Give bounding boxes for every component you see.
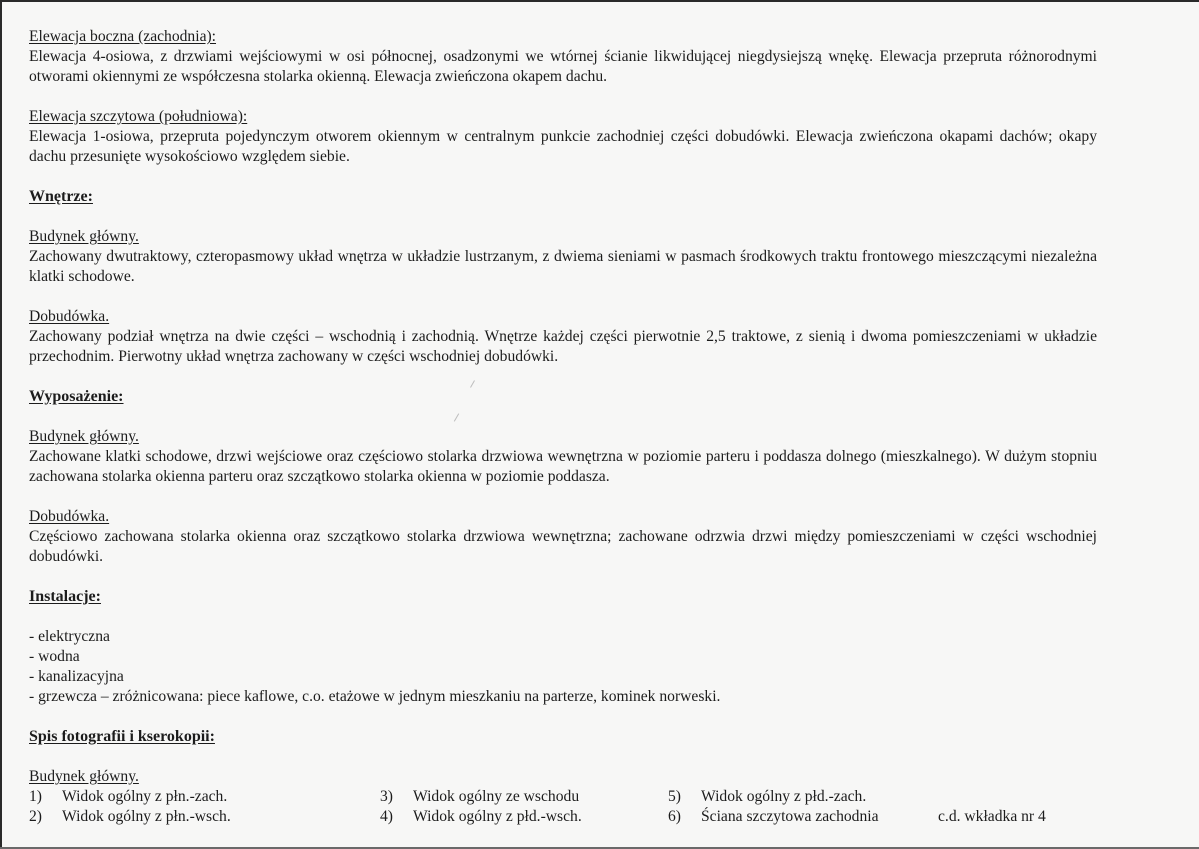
section-heading: Spis fotografii i kserokopii: (29, 728, 215, 745)
photo-item (29, 807, 231, 827)
section-text: Elewacja 1-osiowa, przepruta pojedynczym otworem okiennym w centralnym punkcie zachodniej części dobudówki. Elewacja zwieńczona okapami dachów; okapy dachu przesunięte wysokościowo względem siebie. (29, 128, 1097, 165)
subsection-text: Zachowane klatki schodowe, drzwi wejściowe oraz częściowo stolarka drzwiowa wewnętrzna w poziomie parteru i poddasza dolnego (mieszkalnego). W dużym stopniu zachowana stolarka okienna parteru oraz szczątkowo stolarka okienna w poziomie poddasza. (29, 448, 1097, 485)
photo-number: 6) (668, 808, 681, 825)
subsection-heading: Dobudówka. (29, 308, 110, 325)
section-elevation-south (29, 107, 1097, 167)
section-heading: Elewacja boczna (zachodnia): (29, 28, 217, 45)
section-heading: Instalacje: (29, 588, 101, 605)
photo-label: Widok ogólny ze wschodu (413, 788, 580, 805)
list-item: - elektryczna (29, 628, 110, 645)
section-heading: Wyposażenie: (29, 388, 124, 405)
photo-list (29, 787, 1097, 829)
photo-label: Widok ogólny z płd.-wsch. (413, 808, 582, 825)
list-item: - kanalizacyjna (29, 668, 124, 685)
section-heading: Elewacja szczytowa (południowa): (29, 108, 248, 125)
photo-label: Widok ogólny z płd.-zach. (701, 788, 867, 805)
subsection-text: Zachowany dwutraktowy, czteropasmowy układ wnętrza w układzie lustrzanym, z dwiema sieniami w pasmach środkowych traktu frontowego mieszczącymi niezależna klatki schodowe. (29, 248, 1097, 285)
document-body (29, 27, 1097, 829)
subsection-text: Częściowo zachowana stolarka okienna oraz szczątkowo stolarka drzwiowa wewnętrzna; zachowane odrzwia drzwi między pomieszczeniami w części wschodniej dobudówki. (29, 528, 1097, 565)
photo-number: 2) (29, 808, 42, 825)
section-elevation-west (29, 27, 1097, 87)
subsection-heading: Dobudówka. (29, 508, 110, 525)
installations-list (29, 627, 1097, 707)
section-equipment (29, 387, 1097, 567)
section-interior (29, 187, 1097, 367)
list-item: - wodna (29, 648, 80, 665)
section-heading: Wnętrze: (29, 188, 93, 205)
subsection-heading: Budynek główny. (29, 228, 139, 245)
scan-edge-top (0, 0, 1199, 2)
subsection-heading: Budynek główny. (29, 768, 139, 785)
photo-item (380, 807, 582, 827)
subsection-heading: Budynek główny. (29, 428, 139, 445)
continuation-note: c.d. wkładka nr 4 (938, 808, 1046, 825)
section-photos (29, 727, 1097, 829)
photo-item (668, 807, 879, 827)
scan-edge-left (0, 0, 2, 849)
photo-item (380, 787, 579, 807)
photo-number: 5) (668, 788, 681, 805)
section-text: Elewacja 4-osiowa, z drzwiami wejściowymi w osi północnej, osadzonymi we wtórnej ścianie likwidującej niegdysiejszą wnękę. Elewacja przepruta różnorodnymi otworami okiennymi ze współczesna stolarka okienną. Elewacja zwieńczona okapem dachu. (29, 48, 1097, 85)
section-installations (29, 587, 1097, 707)
photo-number: 4) (380, 808, 393, 825)
photo-label: Ściana szczytowa zachodnia (701, 808, 879, 825)
photo-number: 3) (380, 788, 393, 805)
photo-label: Widok ogólny z płn.-wsch. (62, 808, 231, 825)
photo-label: Widok ogólny z płn.-zach. (62, 788, 228, 805)
photo-item (29, 787, 227, 807)
subsection-text: Zachowany podział wnętrza na dwie części – wschodnią i zachodnią. Wnętrze każdej części pierwotnie 2,5 traktowe, z sienią i dwoma pomieszczeniami w układzie przechodnim. Pierwotny układ wnętrza zachowany w części wschodniej dobudówki. (29, 328, 1097, 365)
photo-number: 1) (29, 788, 42, 805)
photo-item (668, 787, 866, 807)
list-item: - grzewcza – zróżnicowana: piece kaflowe, c.o. etażowe w jednym mieszkaniu na parterze, kominek norweski. (29, 688, 721, 705)
